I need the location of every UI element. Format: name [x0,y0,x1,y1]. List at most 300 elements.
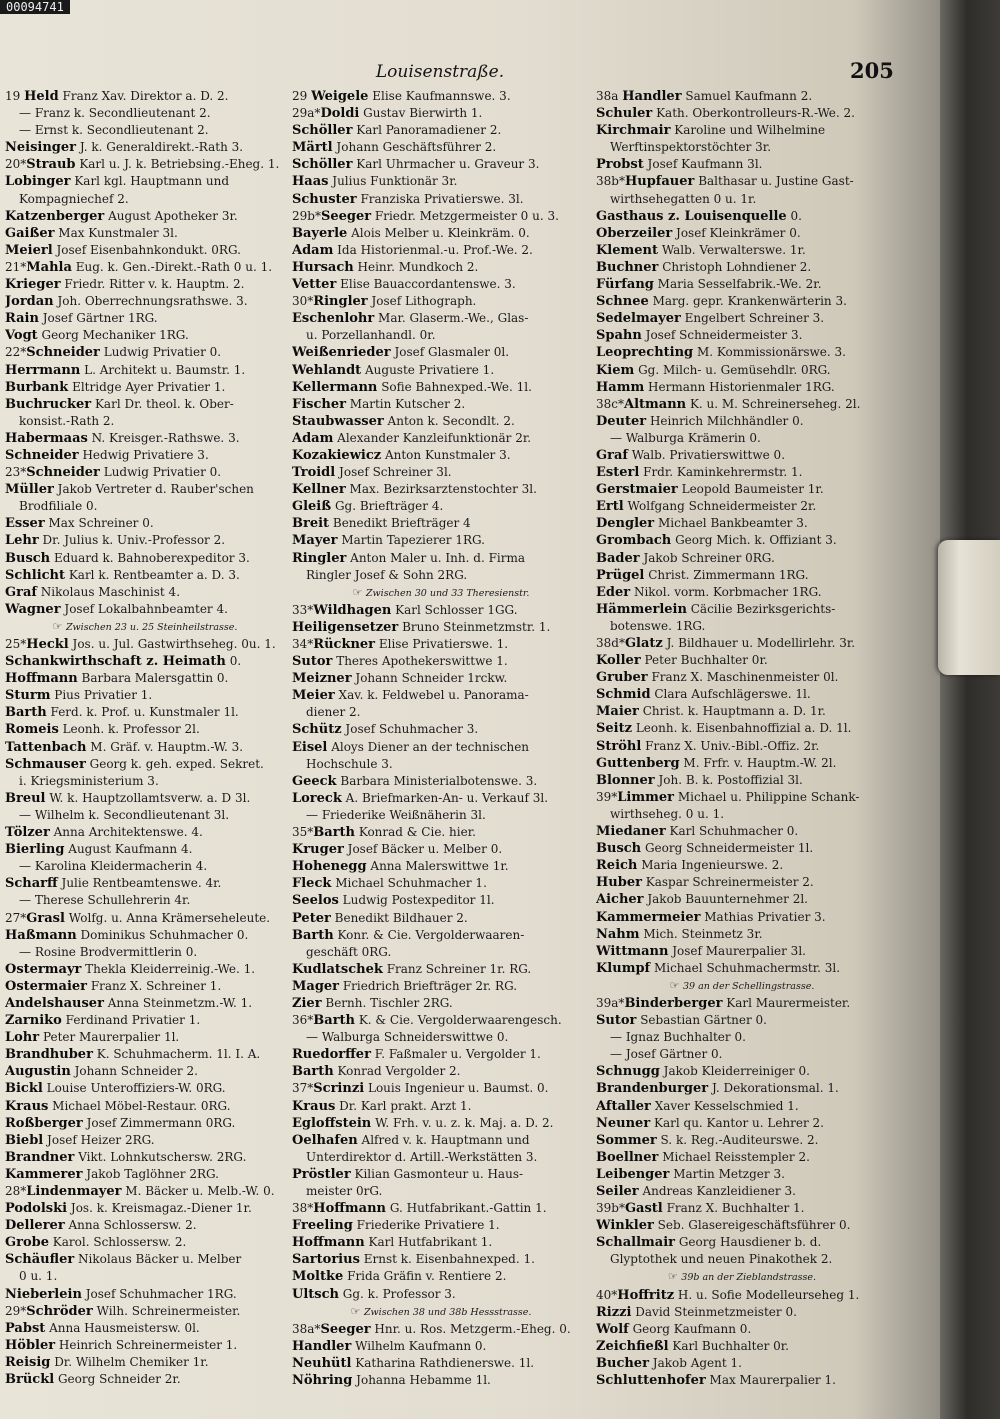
entry-details: Josef Lokalbahnbeamter 4. [60,601,228,616]
note-text: Zwischen 23 u. 25 Steinheilstrasse. [65,621,238,633]
directory-entry [292,1268,590,1285]
entry-details: Konr. & Cie. Vergolderwaaren- [333,927,525,942]
directory-entry [5,122,285,139]
house-number: 39b* [596,1201,625,1216]
entry-details: Clara Aufschlägerswe. 1l. [650,687,811,702]
resident-name: Mayer [292,533,338,549]
directory-entry [596,1338,888,1355]
resident-name: Bader [596,550,640,566]
resident-name: Schröder [26,1303,93,1319]
entry-details: — Wilhelm k. Secondlieutenant 3l. [19,807,230,822]
entry-details: Peter Buchhalter 0r. [640,653,768,668]
directory-entry [596,498,888,515]
entry-details: Anna Malerswittwe 1r. [366,859,509,874]
entry-details: Kath. Oberkontrolleurs-R.-We. 2. [652,106,855,121]
resident-name: Maier [596,704,639,720]
resident-name: Buchrucker [5,396,92,412]
entry-details: August Kaufmann 4. [64,842,193,857]
directory-entry [5,653,285,670]
directory-entry [5,1098,285,1115]
directory-entry [5,1046,285,1063]
directory-entry [596,310,888,327]
entry-details: Dr. Wilhelm Chemiker 1r. [50,1354,209,1369]
directory-entry [596,515,888,532]
directory-entry [292,1166,590,1183]
entry-details: Karl Schuhmacher 0. [665,824,799,839]
entry-details: Georg Kaufmann 0. [628,1321,752,1336]
entry-details: Georg Mechaniker 1RG. [37,328,189,343]
entry-details: Werftinspektorstöchter 3r. [610,140,772,155]
entry-details: Karl Buchhalter 0r. [668,1338,789,1353]
directory-entry [596,481,888,498]
directory-entry [292,875,590,892]
directory-entry [5,721,285,738]
resident-name: Hursach [292,259,354,275]
resident-name: Neuner [596,1115,651,1131]
entry-details: Leopold Baumeister 1r. [677,482,824,497]
entry-details: Michael Reisstempler 2. [658,1149,810,1164]
directory-entry [292,1046,590,1063]
entry-details: Hedwig Privatiere 3. [78,447,209,462]
resident-name: Doldi [320,106,360,122]
resident-name: Weißenrieder [292,345,391,361]
entry-details: i. Kriegsministerium 3. [19,773,159,788]
entry-details: Dominikus Schuhmacher 0. [76,927,249,942]
resident-name: Podolski [5,1201,68,1217]
entry-details: Georg k. geh. exped. Sekret. [85,756,264,771]
entry-details: Josef Maurerpalier 3l. [668,943,806,958]
resident-name: Zeichfießl [596,1338,669,1354]
resident-name: Heckl [26,637,69,652]
entry-details: Xaver Kesselschmied 1. [650,1098,799,1113]
directory-entry [596,1217,888,1234]
note-text: 39b an der Zieblandstrasse. [681,1272,817,1284]
house-number: 39a* [596,995,625,1010]
directory-entry [5,756,285,773]
entry-details: Dr. Julius k. Univ.-Professor 2. [38,533,226,548]
entry-details: Karol. Schlossersw. 2. [48,1235,187,1250]
entry-details: Johann Schneider 1rckw. [351,671,508,686]
entry-details: Johanna Hebamme 1l. [352,1373,491,1388]
entry-details: Franziska Privatierswe. 3l. [356,191,524,206]
entry-details: Gg. Milch- u. Gemüsehdlr. 0RG. [634,362,831,377]
directory-entry [5,1217,285,1234]
resident-name: Eisel [292,739,328,755]
resident-name: Klumpf [596,960,651,976]
directory-entry [596,1304,888,1321]
entry-details: konsist.-Rath 2. [19,413,115,428]
directory-entry [5,1149,285,1166]
resident-name: Barth [5,705,47,721]
resident-name: Grasl [26,910,65,926]
directory-entry [596,1372,888,1389]
directory-entry [596,1046,888,1063]
directory-entry [5,927,285,944]
directory-entry [5,704,285,721]
entry-details: Christoph Lohndiener 2. [658,259,812,274]
directory-entry [292,1372,590,1389]
entry-details: Karl Dr. theol. k. Ober- [91,396,234,411]
resident-name: Schankwirthschaft z. Heimath [5,654,226,670]
resident-name: Weigele [311,89,369,104]
entry-details: Joh. B. k. Postoffizial 3l. [654,772,803,787]
entry-details: A. Briefmarken-An- u. Verkauf 3l. [341,790,549,805]
entry-details: Aloys Diener an der technischen [327,739,530,754]
directory-entry [596,1149,888,1166]
entry-details: u. Porzellanhandl. 0r. [306,328,436,343]
entry-details: Martin Metzger 3. [669,1166,785,1181]
resident-name: Graf [5,584,37,600]
directory-entry [292,1063,590,1080]
entry-details: Pius Privatier 1. [50,688,153,703]
resident-name: Leoprechting [596,345,694,361]
entry-details: Karl Schlosser 1GG. [391,602,518,617]
directory-entry [596,960,888,977]
directory-entry [596,396,888,413]
entry-details: — Walburga Krämerin 0. [610,430,761,445]
resident-name: Kellermann [292,379,378,395]
entry-details: F. Faßmaler u. Vergolder 1. [370,1047,541,1062]
directory-entry [292,208,590,225]
directory-entry [596,857,888,874]
entry-details: Benedikt Bildhauer 2. [330,910,468,925]
entry-details: Gg. Briefträger 4. [331,499,444,514]
resident-name: Buchner [596,259,659,275]
entry-details: M. Frfr. v. Hauptm.-W. 2l. [679,755,837,770]
entry-details: Georg Mich. k. Offiziant 3. [671,533,837,548]
directory-entry [596,191,888,208]
directory-entry [596,720,888,737]
resident-name: Ostermayr [5,961,82,977]
entry-details: W. Frh. v. u. z. k. Maj. a. D. 2. [371,1115,554,1130]
entry-details: H. u. Sofie Modelleurseheg 1. [674,1287,860,1302]
entry-details: Franz Xav. Direktor a. D. 2. [58,89,229,103]
note-text: Zwischen 30 und 33 Theresienstr. [365,587,530,599]
entry-details: Eduard k. Bahnoberexpeditor 3. [50,550,250,565]
resident-name: Neuhütl [292,1355,352,1371]
entry-details: Andreas Kanzleidiener 3. [638,1184,796,1198]
entry-details: Dr. Karl prakt. Arzt 1. [335,1098,472,1113]
entry-details: — Walburga Schneiderswittwe 0. [306,1030,509,1045]
house-number: 38b* [596,174,625,189]
cross-street-note [5,618,285,636]
directory-entry [292,1200,590,1217]
directory-entry [5,396,285,413]
directory-entry [292,739,590,756]
entry-details: Ernst k. Eisenbahnexped. 1. [359,1252,535,1267]
resident-name: Handler [292,1338,352,1354]
entry-details: Michael u. Philippine Schank- [674,789,860,804]
resident-name: Boellner [596,1149,659,1165]
resident-name: Schneider [26,345,100,361]
directory-entry [596,1098,888,1115]
directory-entry [596,669,888,686]
directory-entry [5,1029,285,1046]
resident-name: Grombach [596,533,672,549]
directory-entry [596,1200,888,1217]
resident-name: Herrmann [5,362,81,378]
resident-name: Barth [292,927,334,943]
entry-details: Anna Steinmetzm.-W. 1. [103,995,253,1010]
entry-details: Wolfg. u. Anna Krämerseheleute. [64,910,271,925]
resident-name: Neisinger [5,140,77,156]
entry-details: Sebastian Gärtner 0. [636,1013,767,1028]
entry-details: Konrad Vergolder 2. [333,1064,461,1079]
directory-entry [596,105,888,122]
directory-entry [596,601,888,618]
directory-entry [5,1337,285,1354]
entry-details: Josef Kleinkrämer 0. [672,225,801,240]
directory-entry [5,191,285,208]
directory-entry [596,344,888,361]
directory-entry [5,1286,285,1303]
directory-entry [5,88,285,105]
resident-name: Adam [292,430,334,446]
house-number: 25* [5,637,27,651]
entry-details: Georg Hausdiener b. d. [675,1235,822,1250]
resident-name: Straub [26,157,76,173]
resident-name: Höbler [5,1337,56,1353]
directory-entry [292,1321,590,1338]
entry-details: Franz X. Buchhalter 1. [662,1201,805,1216]
resident-name: Haas [292,174,329,190]
entry-details: Josef Schuhmacher 1RG. [81,1286,237,1301]
resident-name: Bierling [5,842,65,858]
entry-details: W. k. Hauptzollamtsverw. a. D 3l. [45,790,251,805]
entry-details: Josef Gärtner 1RG. [38,311,158,326]
entry-details: K. Schuhmacherm. 1l. I. A. [92,1047,261,1062]
entry-details: Gustav Bierwirth 1. [359,106,483,121]
directory-entry [5,875,285,892]
resident-name: Katzenberger [5,208,105,224]
directory-entry [292,567,590,584]
resident-name: Breul [5,790,46,806]
directory-entry [292,276,590,293]
entry-details: Peter Maurerpalier 1l. [39,1030,180,1045]
pointing-hand-icon: ☞ [350,1304,364,1318]
resident-name: Ostermaier [5,978,88,994]
entry-details: Frdr. Kaminkehrermstr. 1. [639,465,803,480]
directory-entry [292,1098,590,1115]
resident-name: Schäufler [5,1252,75,1268]
entry-details: Josef Kaufmann 3l. [643,157,763,172]
directory-entry [292,841,590,858]
resident-name: Brandner [5,1149,75,1165]
entry-details: Marg. gepr. Krankenwärterin 3. [648,294,847,309]
entry-details: 0 u. 1. [19,1269,58,1284]
directory-entry [5,824,285,841]
entry-details: Karl u. J. k. Betriebsing.-Eheg. 1. [75,157,280,172]
resident-name: Spahn [596,328,642,344]
entry-details: — Josef Gärtner 0. [610,1047,723,1062]
entry-details: Anton Kunstmaler 3. [381,447,511,462]
resident-name: Fleck [292,876,332,892]
entry-details: Anna Schlossersw. 2. [64,1218,197,1233]
resident-name: Sutor [292,654,333,670]
directory-entry [596,464,888,481]
directory-entry [5,550,285,567]
entry-details: Karl k. Rentbeamter a. D. 3. [65,567,240,582]
resident-name: Schneider [5,447,79,463]
house-number: 21* [5,259,27,274]
entry-details: Louise Unteroffiziers-W. 0RG. [42,1081,226,1096]
entry-details: Jos. k. Kreismagaz.-Diener 1r. [67,1201,252,1216]
directory-entry [5,858,285,875]
resident-name: Dellerer [5,1218,65,1234]
entry-details: Nikolaus Maschinist 4. [36,584,181,599]
house-number: 38* [292,1201,314,1216]
directory-entry [5,584,285,601]
house-number: 20* [5,157,27,172]
entry-details: Georg Schneider 2r. [54,1372,181,1387]
resident-name: Meierl [5,242,53,258]
directory-entry [596,806,888,823]
directory-entry [5,156,285,173]
directory-entry [5,1303,285,1320]
resident-name: Vogt [5,328,38,344]
resident-name: Scrinzi [313,1081,365,1097]
entry-details: Leonh. k. Eisenbahnoffizial a. D. 1l. [632,721,852,736]
resident-name: Adam [292,242,334,258]
resident-name: Reich [596,858,638,874]
resident-name: Seelos [292,893,339,909]
resident-name: Eschenlohr [292,311,375,327]
entry-details: Kilian Gasmonteur u. Haus- [350,1166,524,1181]
house-number: 19 [5,89,25,103]
directory-entry [292,293,590,310]
resident-name: Kraus [292,1098,336,1114]
entry-details: Louis Ingenieur u. Baumst. 0. [364,1081,549,1096]
entry-details: Elise Bauaccordantenswe. 3. [336,277,516,292]
directory-entry [292,242,590,259]
resident-name: Troidl [292,465,336,481]
directory-entry [292,824,590,841]
directory-entry [5,1320,285,1337]
entry-details: Eug. k. Gen.-Direkt.-Rath 0 u. 1. [71,259,273,274]
entry-details: Kaspar Schreinermeister 2. [641,875,814,890]
resident-name: Barth [292,1064,334,1080]
entry-details: geschäft 0RG. [306,944,392,959]
directory-entry [5,892,285,909]
resident-name: Ultsch [292,1286,339,1302]
resident-name: Rain [5,311,39,327]
resident-name: Ringler [313,294,368,310]
resident-name: Reisig [5,1354,51,1370]
resident-name: Blonner [596,772,655,788]
resident-name: Märtl [292,140,333,156]
entry-details: Ludwig Postexpeditor 1l. [338,893,495,908]
entry-details: Thekla Kleiderreinig.-We. 1. [81,961,256,976]
resident-name: Krieger [5,277,61,293]
resident-name: Egloffstein [292,1115,372,1131]
resident-name: Habermaas [5,430,88,446]
entry-details: Anton Maler u. Inh. d. Firma [346,550,526,565]
directory-entry [5,1200,285,1217]
directory-entry [596,635,888,652]
directory-entry [5,379,285,396]
resident-name: Fürfang [596,277,654,293]
entry-details: K. & Cie. Vergolderwaarengesch. [355,1013,562,1028]
entry-details: Johann Geschäftsführer 2. [332,140,497,155]
directory-entry [292,310,590,327]
resident-name: Grobe [5,1235,49,1251]
resident-name: Bucher [596,1355,649,1371]
resident-name: Kiem [596,362,635,378]
entry-details: Anton k. Secondlt. 2. [383,413,515,428]
directory-entry [596,909,888,926]
directory-entry [292,1183,590,1200]
directory-entry [596,1183,888,1200]
entry-details: Barbara Malersgattin 0. [77,671,229,686]
entry-details: Josef Zimmermann 0RG. [82,1115,236,1130]
resident-name: Oelhafen [292,1132,358,1148]
directory-entry [292,225,590,242]
directory-entry [292,515,590,532]
entry-details: Hnr. u. Ros. Metzgerm.-Eheg. 0. [370,1321,571,1336]
resident-name: Sedelmayer [596,311,681,327]
directory-column-2 [292,88,590,1389]
entry-details: Franz X. Maschinenmeister 0l. [647,670,839,685]
entry-details: Josef Glasmaler 0l. [390,345,510,360]
entry-details: 0. [225,654,242,669]
directory-entry [5,515,285,532]
resident-name: Probst [596,157,644,173]
directory-entry [596,584,888,601]
entry-details: Heinrich Schreinermeister 1. [55,1337,238,1352]
resident-name: Lehr [5,533,39,549]
resident-name: Limmer [617,789,674,805]
directory-entry [596,840,888,857]
entry-details: Unterdirektor d. Artill.-Werkstätten 3. [306,1149,538,1164]
entry-details: Nikolaus Bäcker u. Melber [74,1252,242,1267]
directory-entry [596,208,888,225]
resident-name: Rizzi [596,1304,632,1320]
resident-name: Winkler [596,1218,654,1234]
directory-entry [292,670,590,687]
resident-name: Nieberlein [5,1286,82,1302]
resident-name: Gleiß [292,499,332,515]
directory-entry [596,139,888,156]
resident-name: Wildhagen [313,602,392,618]
cross-street-note [292,584,590,602]
resident-name: Rückner [313,637,376,652]
directory-entry [5,601,285,618]
resident-name: Roßberger [5,1115,83,1131]
resident-name: Müller [5,482,54,498]
directory-entry [5,242,285,259]
entry-details: Frida Gräfin v. Rentiere 2. [343,1269,507,1284]
resident-name: Hohenegg [292,859,367,875]
directory-entry [292,978,590,995]
resident-name: Biebl [5,1132,44,1148]
resident-name: Tölzer [5,825,50,841]
entry-details: Max Maurerpalier 1. [705,1373,836,1388]
resident-name: Meizner [292,671,352,687]
resident-name: Schmid [596,687,651,703]
directory-entry [292,892,590,909]
entry-details: Friedrich Briefträger 2r. RG. [339,978,518,993]
entry-details: L. Architekt u. Baumstr. 1. [80,362,246,377]
directory-entry [5,807,285,824]
resident-name: Freeling [292,1218,353,1234]
entry-details: Sofie Bahnexped.-We. 1l. [377,379,532,394]
directory-entry [292,396,590,413]
entry-details: Josef Lithograph. [367,294,477,309]
entry-details: Julius Funktionär 3r. [328,174,458,189]
directory-entry [596,259,888,276]
directory-entry [596,772,888,789]
entry-details: Ida Historienmal.-u. Prof.-We. 2. [333,242,533,257]
